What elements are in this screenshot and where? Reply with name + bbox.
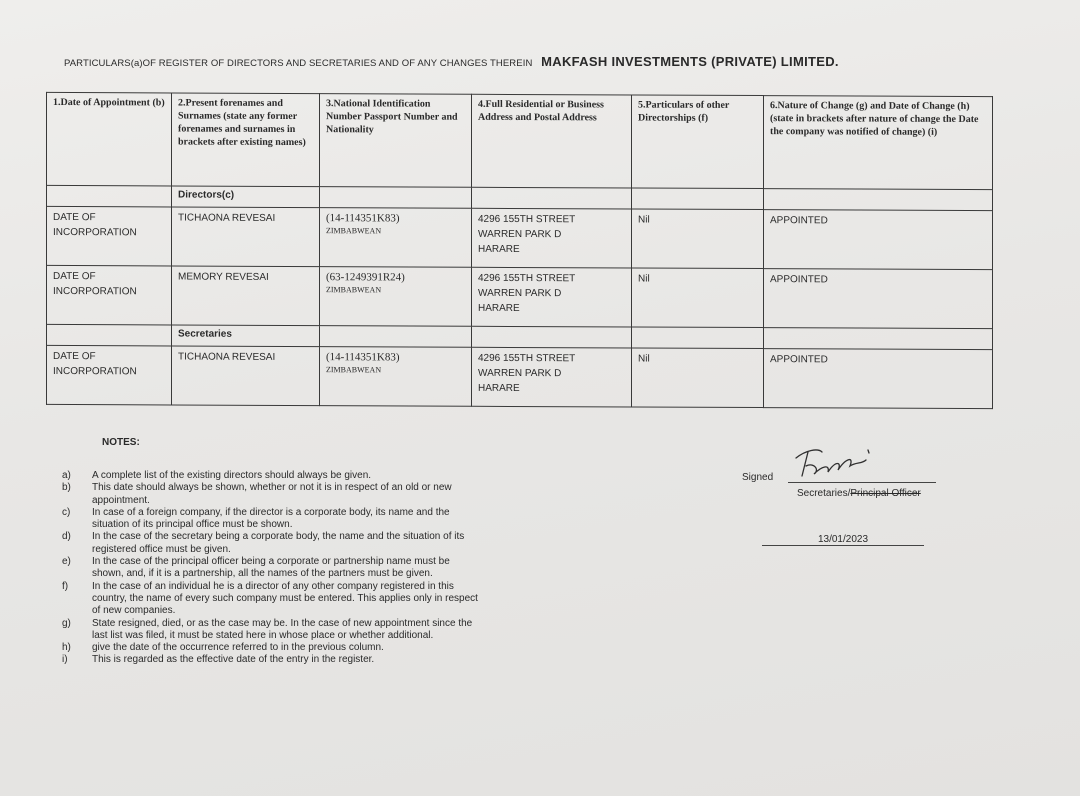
note-label: c) bbox=[62, 506, 71, 518]
note-text: In case of a foreign company, if the director is a corporate body, its name and the situation of its principal office must be shown. bbox=[92, 506, 450, 531]
heading-prefix: PARTICULARS(a)OF REGISTER OF DIRECTORS AND SECRETARIES AND OF ANY CHANGES THEREIN bbox=[64, 58, 533, 69]
signed-label: Signed bbox=[742, 472, 774, 483]
person-name: TICHAONA REVESAI bbox=[172, 346, 320, 406]
col-header-change: 6.Nature of Change (g) and Date of Change (h) (state in brackets after nature of change the Date the company was notified of change) (i) bbox=[764, 96, 993, 190]
col-header-directorships: 5.Particulars of other Directorships (f) bbox=[632, 95, 764, 189]
id-number: (14-114351K83) bbox=[326, 351, 400, 364]
note-text: In the case of the secretary being a corporate body, the name and the situation of its registered office must be given. bbox=[92, 531, 465, 555]
list-item bbox=[62, 470, 482, 482]
list-item bbox=[62, 654, 482, 666]
list-item bbox=[62, 642, 482, 654]
nationality: ZIMBABWEAN bbox=[326, 365, 382, 375]
col-header-id: 3.National Identification Number Passport Number and Nationality bbox=[320, 94, 472, 188]
note-text: In the case of the principal officer being a corporate or partnership name must be shown, and, if it is a partnership, all the names of the partners must be given. bbox=[92, 556, 450, 580]
address-line-2: WARREN PARK D bbox=[478, 367, 562, 380]
nature-of-change: APPOINTED bbox=[764, 269, 993, 329]
list-item bbox=[62, 482, 482, 507]
note-label: h) bbox=[62, 642, 71, 654]
role-kept: Secretaries/ bbox=[797, 488, 851, 499]
note-label: a) bbox=[62, 470, 71, 481]
note-text: This date should always be shown, whether or not it is in respect of an old or new appointment. bbox=[92, 482, 452, 506]
notes-title: NOTES: bbox=[102, 437, 140, 448]
address-line-1: 4296 155TH STREET bbox=[478, 272, 576, 285]
address-line-1: 4296 155TH STREET bbox=[478, 213, 576, 226]
note-label: i) bbox=[62, 654, 68, 666]
note-label: f) bbox=[62, 580, 69, 592]
nationality: ZIMBABWEAN bbox=[326, 226, 382, 236]
address-line-1: 4296 155TH STREET bbox=[478, 352, 576, 365]
register-table bbox=[46, 92, 993, 409]
list-item bbox=[62, 618, 482, 643]
signature-line bbox=[788, 482, 936, 483]
address-line-2: WARREN PARK D bbox=[478, 287, 562, 300]
table-row bbox=[47, 345, 993, 408]
note-label: e) bbox=[62, 556, 71, 568]
list-item bbox=[62, 581, 482, 618]
col-header-address: 4.Full Residential or Business Address and Postal Address bbox=[472, 94, 632, 188]
note-text: give the date of the occurrence referred to in the previous column. bbox=[92, 642, 384, 654]
note-text: In the case of an individual he is a director of any other company registered in this country, the name of every such company must be entered. This applies only in respect of new companies. bbox=[92, 580, 478, 617]
list-item bbox=[62, 556, 482, 581]
company-name: MAKFASH INVESTMENTS (PRIVATE) LIMITED. bbox=[541, 54, 839, 69]
handwritten-signature bbox=[792, 444, 872, 480]
person-name: MEMORY REVESAI bbox=[172, 266, 320, 326]
list-item bbox=[62, 507, 482, 532]
nationality: ZIMBABWEAN bbox=[326, 285, 382, 295]
appointment-date: DATE OF INCORPORATION bbox=[47, 265, 172, 325]
note-label: d) bbox=[62, 531, 71, 543]
list-item bbox=[62, 531, 482, 556]
secretaries-label: Secretaries bbox=[172, 325, 320, 347]
col-header-date: 1.Date of Appointment (b) bbox=[47, 92, 172, 186]
id-number: (14-114351K83) bbox=[326, 212, 400, 225]
other-directorships: Nil bbox=[632, 209, 764, 269]
note-text: State resigned, died, or as the case may be. In the case of new appointment since the last list was filed, it must be stated here in whose place or whether additional. bbox=[92, 617, 473, 641]
id-number: (63-1249391R24) bbox=[326, 271, 405, 284]
register-heading bbox=[64, 54, 964, 69]
note-label: b) bbox=[62, 482, 71, 494]
appointment-date: DATE OF INCORPORATION bbox=[47, 345, 172, 405]
other-directorships: Nil bbox=[632, 268, 764, 328]
address-line-3: HARARE bbox=[478, 382, 520, 395]
col-header-names: 2.Present forenames and Surnames (state any former forenames and surnames in brackets after existing names) bbox=[172, 93, 320, 187]
person-name: TICHAONA REVESAI bbox=[172, 207, 320, 267]
signature-date: 13/01/2023 bbox=[762, 534, 924, 546]
note-text: This is regarded as the effective date of the entry in the register. bbox=[92, 654, 375, 666]
note-label: g) bbox=[62, 617, 71, 629]
nature-of-change: APPOINTED bbox=[764, 210, 993, 270]
notes-list bbox=[62, 470, 482, 667]
other-directorships: Nil bbox=[632, 348, 764, 408]
directors-label: Directors(c) bbox=[172, 186, 320, 208]
address-line-2: WARREN PARK D bbox=[478, 228, 562, 241]
nature-of-change: APPOINTED bbox=[764, 349, 993, 409]
address-line-3: HARARE bbox=[478, 302, 520, 315]
note-text: A complete list of the existing directors should always be given. bbox=[92, 470, 372, 481]
address-line-3: HARARE bbox=[478, 243, 520, 256]
appointment-date: DATE OF INCORPORATION bbox=[47, 206, 172, 266]
signatory-role bbox=[797, 488, 921, 499]
role-struck: Principal Officer bbox=[850, 488, 921, 499]
table-header-row bbox=[47, 92, 993, 189]
table-row bbox=[47, 206, 993, 269]
table-row bbox=[47, 265, 993, 328]
